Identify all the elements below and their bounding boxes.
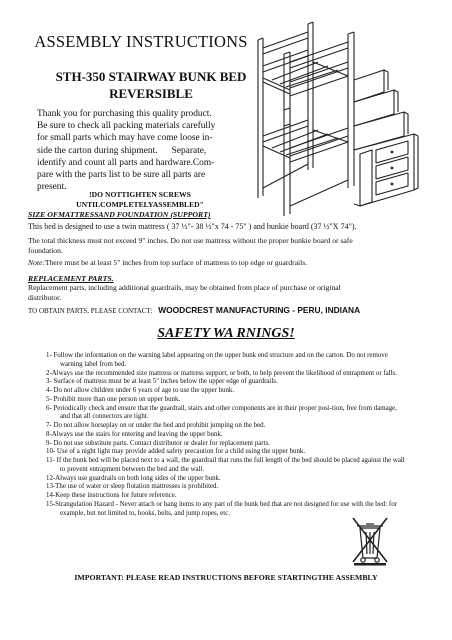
product-variant: REVERSIBLE bbox=[109, 86, 193, 101]
note-text: There must be at least 5" inches from top surface of mattress to top edge or guardrails. bbox=[44, 258, 308, 267]
safety-rule: 3- Surface of mattress must be at least 5" inches below the upper edge of guardrails. bbox=[46, 378, 278, 386]
intro-line: pare with the parts list to be sure all parts are bbox=[37, 170, 206, 181]
safety-rule: 11- If the bunk bed will be placed next to a wall, the guardrail that runs the full length of the bed should be placed against the wall to prevent entrapment between the bed and the wall. bbox=[46, 457, 405, 473]
intro-line: side the carton during shipment. Separate, bbox=[37, 145, 207, 156]
no-disposal-icon bbox=[348, 514, 392, 566]
safety-rule: 10- Use of a night light may provide added safety precaution for a child using the upper bunk. bbox=[46, 448, 306, 456]
safety-rule: 7- Do not allow horseplay on or under the bed and prohibit jumping on the bed. bbox=[46, 422, 266, 429]
safety-rule: 8-Always use the stairs for entering and leaving the upper bunk. bbox=[46, 430, 223, 438]
replacement-line: Replacement parts, including additional guardrails, may be obtained from place of purchase or original bbox=[28, 283, 341, 292]
contact-label: TO OBTAIN PARTS, PLEASE CONTACT: bbox=[28, 307, 153, 315]
safety-rule: 12-Always use guardrails on both long sides of the upper bunk. bbox=[46, 474, 221, 482]
mattress-size-text: This bed is designed to use a twin mattress ( 37 ½"- 38 ½"x 74 - 75" ) and bunkie board (37 ½"X 74"). bbox=[28, 222, 357, 231]
safety-rule: 14-Keep these instructions for future reference. bbox=[46, 492, 177, 499]
safety-rule: 15-Strangulation Hazard - Never attach or hang items to any part of the bunk bed that are not designed for use with the bed: for example, but not limited to, hooks, belts, and jump ropes, etc. bbox=[46, 500, 397, 517]
page-title: ASSEMBLY INSTRUCTIONS bbox=[34, 32, 248, 51]
intro-line: Be sure to check all packing materials carefully bbox=[37, 121, 216, 132]
caution-line: UNTILCOMPLETELYASSEMBLED" bbox=[76, 200, 204, 209]
intro-line: identify and count all parts and hardware.Com- bbox=[37, 157, 215, 168]
replacement-heading: REPLACEMENT PARTS. bbox=[28, 274, 114, 283]
mattress-thickness-line: foundation. bbox=[28, 246, 63, 256]
mattress-thickness-text bbox=[28, 236, 438, 257]
caution-note bbox=[40, 190, 240, 210]
bunk-bed-illustration bbox=[244, 20, 426, 218]
intro-line: present. bbox=[37, 182, 67, 193]
mattress-note bbox=[28, 258, 438, 268]
company-name: WOODCREST MANUFACTURING - PERU, INDIANA bbox=[158, 305, 361, 315]
safety-rule: 6- Periodically check and ensure that the guardrail, stairs and other components are in their proper posi-tion, free from damage, and that all connectors are tight. bbox=[46, 404, 397, 421]
caution-line: !DO NOTTIGHTEN SCREWS bbox=[89, 190, 191, 199]
safety-rule: 13-The use of water or sleep flotation mattresses is prohibited. bbox=[46, 483, 219, 491]
intro-line: for small parts which may have come loose in- bbox=[37, 133, 213, 144]
intro-paragraph bbox=[37, 108, 242, 193]
safety-rule: 4- Do not allow children under 6 years of age to use the upper bunk. bbox=[46, 387, 235, 394]
mattress-thickness-line: The total thickness must not exceed 9" inches. Do not use mattress without the proper bunkie board or safe bbox=[28, 236, 353, 245]
safety-rule: 1- Follow the information on the warning label appearing on the upper bunk end structure and on the carton. Do not remove warning label from bed. bbox=[46, 352, 388, 368]
note-label: Note: bbox=[28, 258, 45, 267]
safety-rule: 9- Do not use substitute parts. Contact distributor or dealer for replacement parts. bbox=[46, 439, 270, 447]
safety-title: SAFETY WA RNINGS! bbox=[157, 326, 295, 341]
replacement-text bbox=[28, 283, 438, 304]
replacement-line: distributor. bbox=[28, 293, 62, 303]
product-model: STH-350 STAIRWAY BUNK BED bbox=[55, 69, 247, 84]
mattress-heading: SIZE OFMATTRESSAND FOUNDATION (SUPPORT) bbox=[28, 210, 211, 219]
contact-line bbox=[28, 305, 448, 316]
intro-line: Thank you for purchasing this quality product. bbox=[37, 109, 212, 119]
safety-rule: 5- Prohibit more than one person on upper bunk. bbox=[46, 395, 181, 403]
safety-rule: 2-Always use the recommended size mattress or mattress support, or both, to help prevent the likelihood of entrapment or falls. bbox=[46, 369, 397, 377]
safety-rules-list bbox=[46, 352, 406, 518]
footer-notice: IMPORTANT: PLEASE READ INSTRUCTIONS BEFORE STARTINGTHE ASSEMBLY bbox=[74, 573, 378, 582]
product-title bbox=[20, 68, 282, 102]
